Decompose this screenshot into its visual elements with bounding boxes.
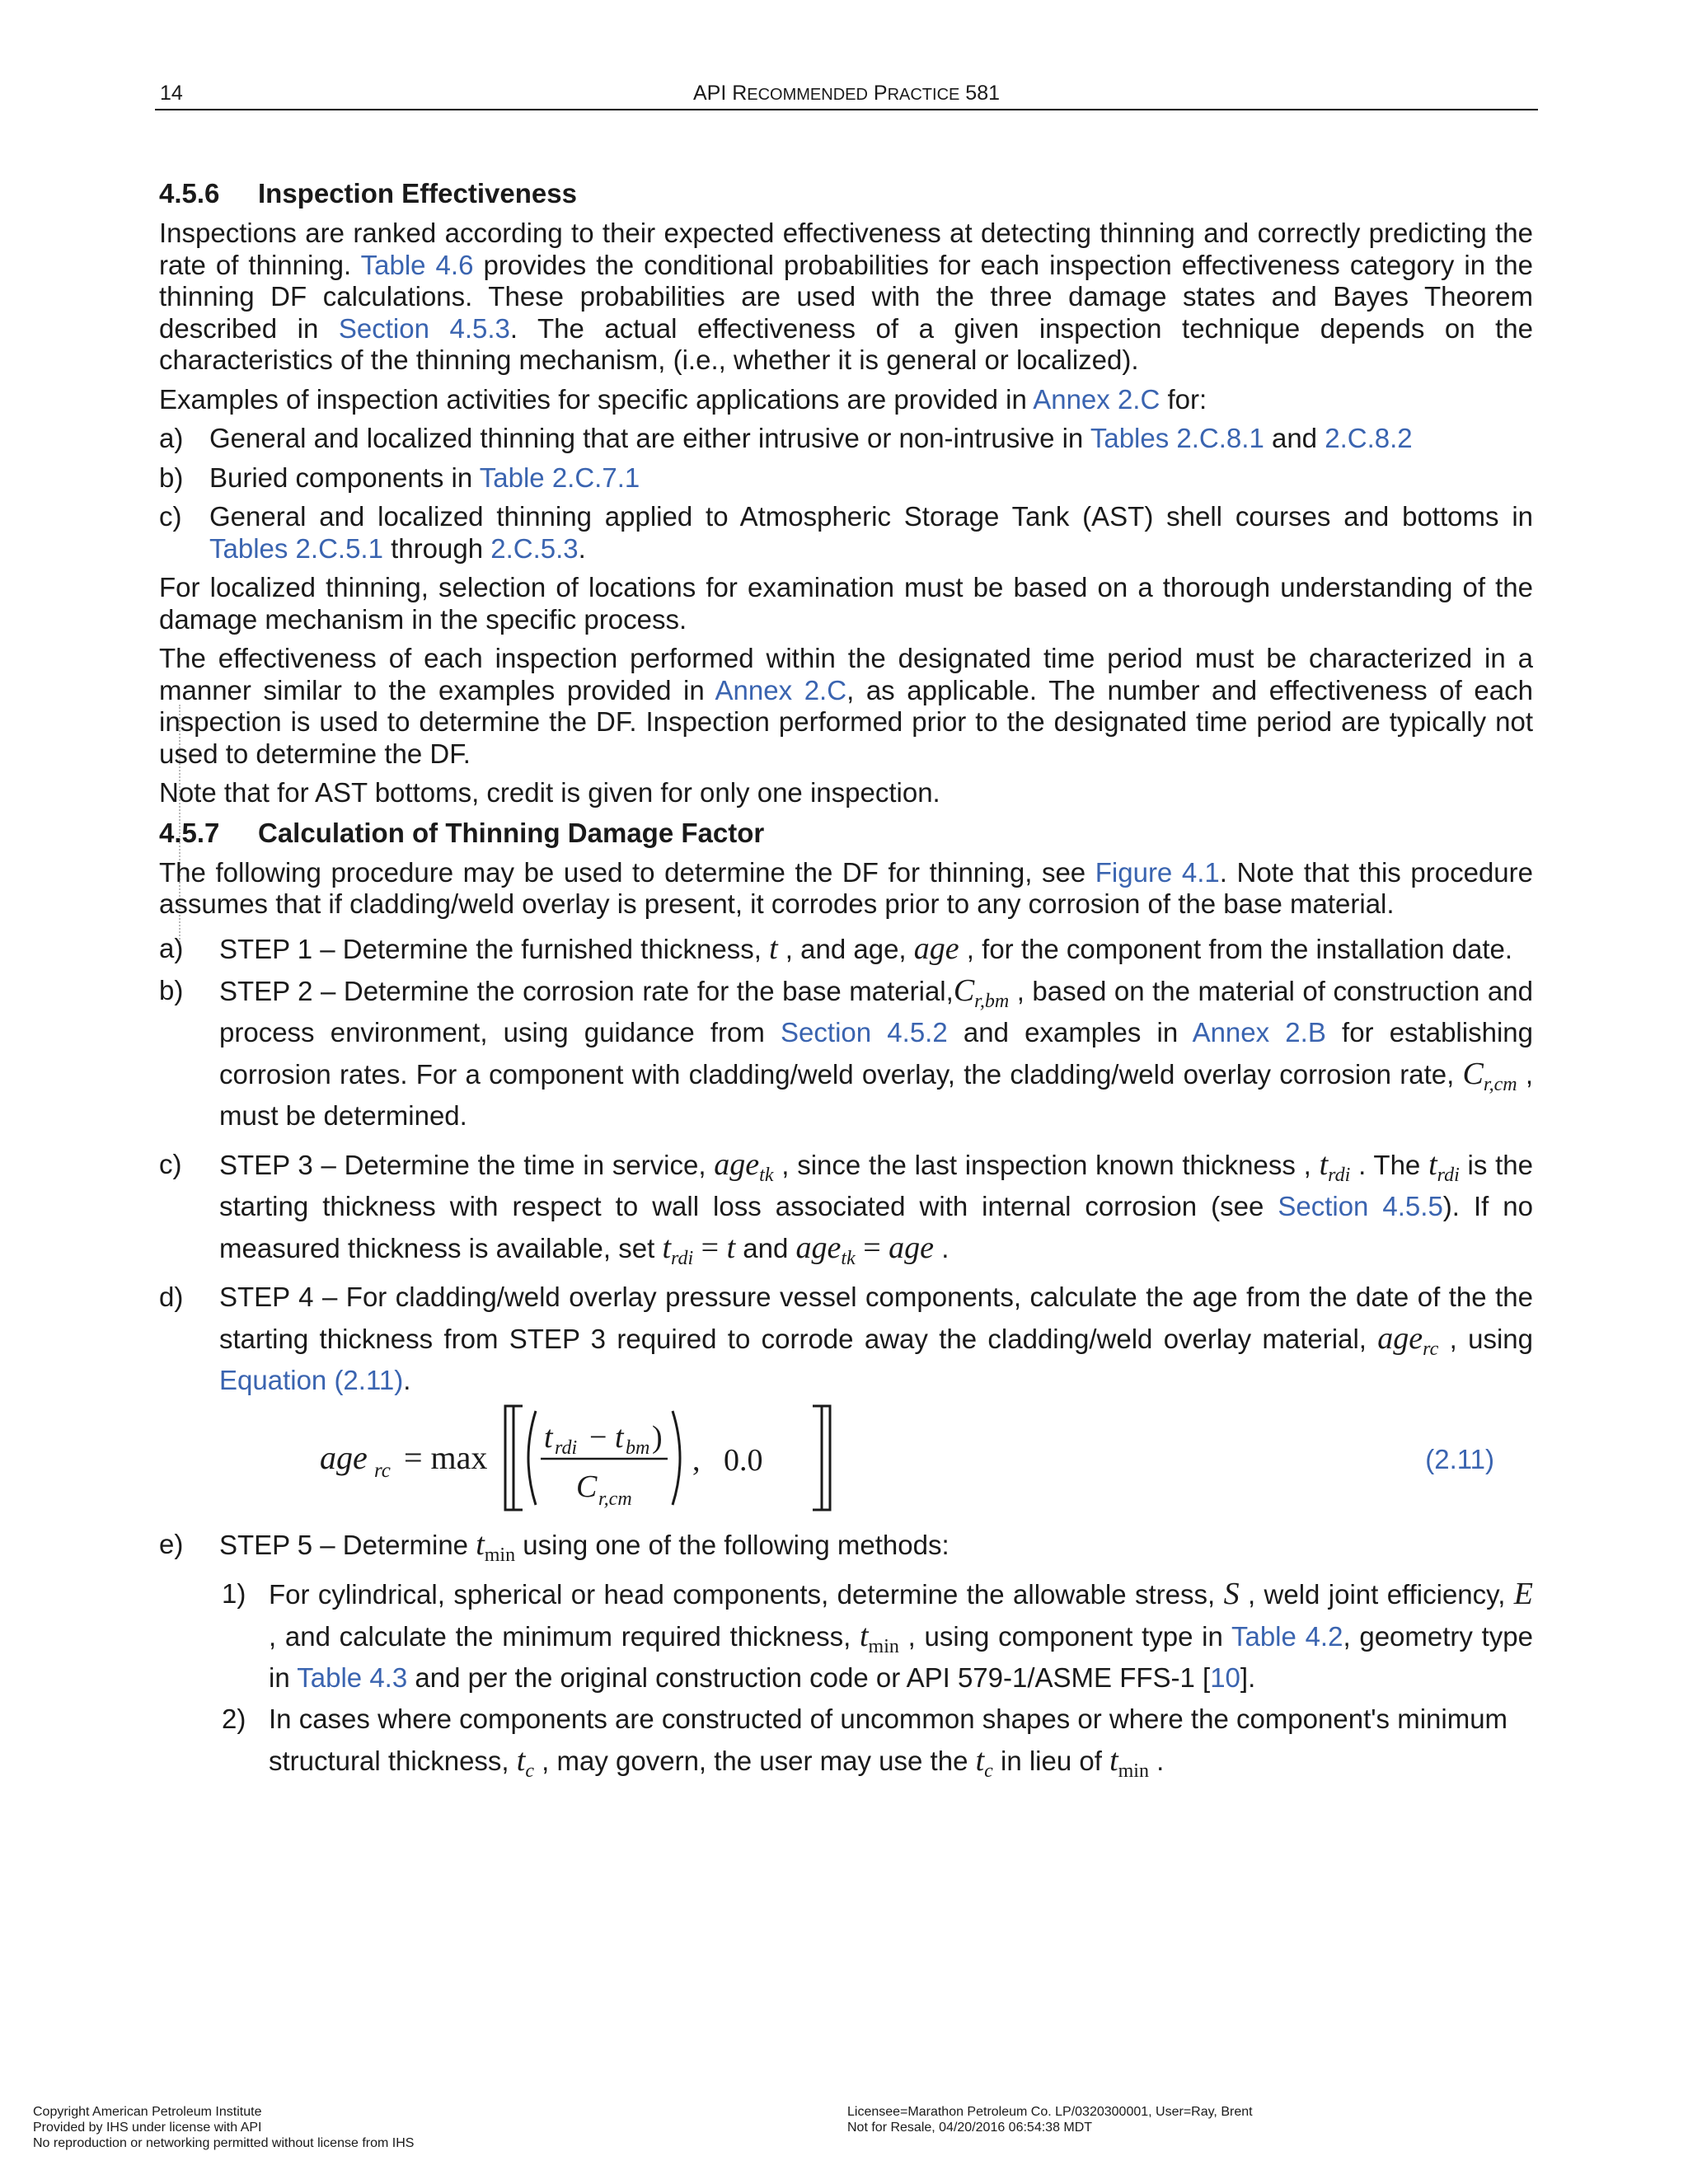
section-heading-4-5-6: 4.5.6 Inspection Effectiveness [159,178,577,209]
step-5-method-1: 1) For cylindrical, spherical or head components, determine the allowable stress, S , weld joint efficiency, E , and calculate the minimum required thickness, $t_{min}$ , using component type in Table 4.2, geometry type in Table 4.3 and per the original construction code or API 579-1/ASME FFS-1 [10]. [222,1576,1533,1693]
step-2: b) STEP 2 – Determine the corrosion rate for the base $material,C_{r,bm}$ , based on the material of construction and process environment, using guidance from Section 4.5.2 and examples in Annex 2.B for establishing corrosion rates. For a component with cladding/weld overlay, the cladding/weld overlay corrosion rate, $C_{r,cm}$ , must be determined. [159,972,1533,1131]
eq-t1-sub: rdi [555,1436,578,1459]
list-item: c) General and localized thinning applied to Atmospheric Storage Tank (AST) shell courses and bottoms in Tables 2.C.5.1 through 2.C.5.3. [159,501,1533,564]
paragraph: Note that for AST bottoms, credit is given for only one inspection. [159,777,940,808]
paragraph: For localized thinning, selection of locations for examination must be based on a thorough understanding of the damage mechanism in the specific process. [159,572,1533,635]
document-title: API RECOMMENDED PRACTICE 581 [692,82,1001,105]
list-item: b) Buried components in Table 2.C.7.1 [159,462,640,493]
paragraph: The following procedure may be used to determine the DF for thinning, see Figure 4.1. Note that this procedure assumes that if cladding/weld overlay is present, it corrodes prior to any corrosion of the base material. [159,856,1533,919]
footer-license: Licensee=Marathon Petroleum Co. LP/0320300001, User=Ray, Brent Not for Resale, 04/20/2016 06:54:38 MDT [847,2105,1253,2135]
step-1: a) STEP 1 – Determine the furnished thickness, t , and age, age , for the component from the installation date. [159,930,1513,966]
link-section-4-5-5[interactable]: Section 4.5.5 [1278,1190,1443,1221]
link-table-4-3[interactable]: Table 4.3 [297,1661,408,1693]
page-body [159,177,1533,1782]
paragraph: Inspections are ranked according to their expected effectiveness at detecting thinning and correctly predicting the rate of thinning. Table 4.6 provides the conditional probabilities for each inspection effectiveness category in the thinning DF calculations. These probabilities are used with the three damage states and Bayes Theorem described in Section 4.5.3. The actual effectiveness of a given inspection technique depends on the characteristics of the thinning mechanism, (i.e., whether it is general or localized). [159,218,1534,375]
step-4: d) STEP 4 – For cladding/weld overlay pressure vessel components, calculate the age from the date of the the starting thickness from STEP 3 required to corrode away the cladding/weld overlay material, age$_{rc}$ , using Equation (2.11). [159,1281,1533,1395]
equation-number: (2.11) [1425,1443,1494,1474]
eq-lhs-sub: rc [374,1459,391,1482]
inner-right-bracket [813,1406,822,1510]
eq-den-sub: r,cm [598,1488,632,1510]
link-2c53[interactable]: 2.C.5.3 [490,532,579,564]
link-annex-2c[interactable]: Annex 2.C [715,674,847,705]
eq-t1: t [544,1419,553,1455]
link-tables-2c51[interactable]: Tables 2.C.5.1 [209,532,383,564]
eq-t2-sub: bm [626,1436,650,1459]
eq-max: = max [404,1438,488,1476]
eq-minus: − [589,1419,607,1455]
link-table-4-2[interactable]: Table 4.2 [1231,1620,1343,1652]
section-heading-4-5-7: 4.5.7 Calculation of Thinning Damage Factor [159,817,765,848]
list-item: a) General and localized thinning that are either intrusive or non-intrusive in Tables 2.C.8.1 and 2.C.8.2 [159,423,1413,453]
eq-den: C [576,1469,598,1504]
link-reference-10[interactable]: 10 [1210,1661,1240,1693]
eq-comma-zero: , 0.0 [692,1442,763,1478]
eq-t2: t [615,1419,624,1455]
inner-left-bracket [513,1406,523,1510]
left-paren [528,1411,536,1505]
link-2c82[interactable]: 2.C.8.2 [1325,423,1413,453]
eq-lhs: age [320,1438,368,1476]
link-table-2c71[interactable]: Table 2.C.7.1 [479,462,640,493]
link-section-4-5-3[interactable]: Section 4.5.3 [338,312,510,344]
page-header [155,81,1538,110]
link-table-4-6[interactable]: Table 4.6 [360,249,474,280]
paragraph: The effectiveness of each inspection performed within the designated time period must be characterized in a manner similar to the examples provided in Annex 2.C, as applicable. The number and effectiveness of each inspection is used to determine the DF. Inspection performed prior to the designated time period are typically not used to determine the DF. [159,643,1533,769]
right-paren [673,1411,680,1505]
step-3: c) STEP 3 – Determine the time in service, age$_{tk}$ , since the last inspection known thickness , $t_{rdi}$ . The $t_{rdi}$ is the starting thickness with respect to wall loss associated with internal corrosion (see Section 4.5.5). If no measured thickness is available, set $t_{rdi} = t$ and age$_{tk}$ = age . [159,1146,1534,1269]
link-annex-2b[interactable]: Annex 2.B [1192,1016,1326,1047]
equation-2-11 [159,1401,1533,1516]
link-section-4-5-2[interactable]: Section 4.5.2 [781,1016,948,1047]
eq-close-paren: ) [652,1419,663,1455]
link-equation-2-11[interactable]: Equation (2.11) [219,1364,404,1395]
link-annex-2c[interactable]: Annex 2.C [1033,383,1160,415]
link-tables-2c81[interactable]: Tables 2.C.8.1 [1090,423,1264,453]
equation-graphic [320,1401,930,1516]
paragraph: Examples of inspection activities for specific applications are provided in Annex 2.C for: [159,383,1207,415]
page-number: 14 [160,82,183,105]
footer-copyright: Copyright American Petroleum Institute Provided by IHS under license with API No reproduction or networking permitted without license from IHS [33,2105,415,2150]
link-figure-4-1[interactable]: Figure 4.1 [1095,856,1220,888]
step-5: e) STEP 5 – Determine $t_{min}$ using one of the following methods: [159,1526,950,1566]
step-5-method-2: 2) In cases where components are constructed of uncommon shapes or where the component's minimum structural thickness, $t_c$ , may govern, the user may use the $t_c$ in lieu of $t_{min}$ . [222,1703,1508,1782]
